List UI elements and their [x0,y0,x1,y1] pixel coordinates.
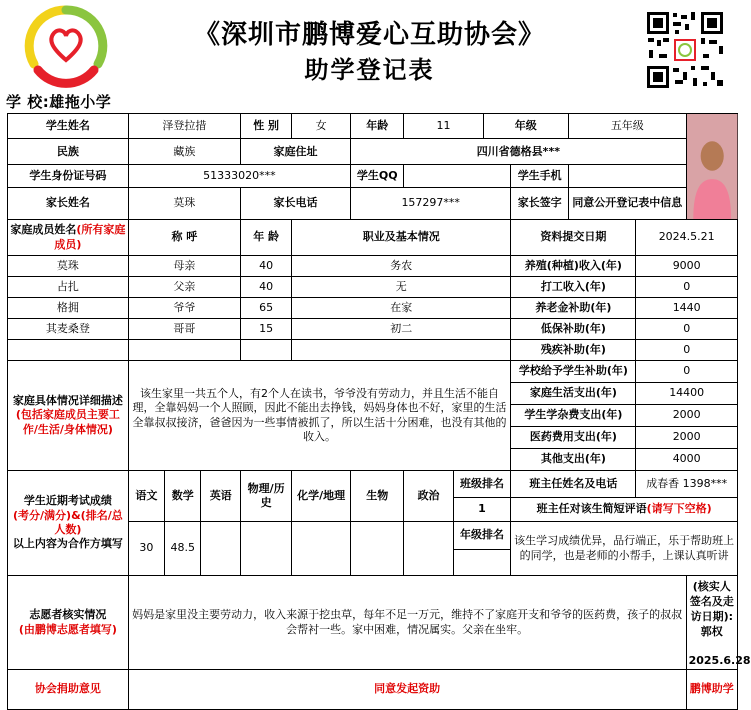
member-age [240,340,291,361]
finance-label: 养老金补助(年) [511,298,636,319]
student-name: 泽登拉措 [128,114,240,139]
registration-form [7,113,751,710]
student-phone-label: 学生手机 [511,164,569,187]
member-age: 15 [240,319,291,340]
score-value [201,522,241,576]
finance-label: 残疾补助(年) [511,340,636,361]
student-id: 51333020*** [128,164,350,187]
qr-code-icon [645,10,725,90]
parent-phone-label: 家长电话 [240,188,350,220]
grade-label: 年级 [483,114,568,139]
student-photo [686,114,737,220]
members-name-header: 家庭成员姓名(所有家庭成员) [8,220,129,256]
parent-sign-label: 家长签字 [511,188,569,220]
finance-label: 家庭生活支出(年) [511,383,636,405]
teacher-label: 班主任姓名及电话 [511,471,636,498]
member-relation: 父亲 [128,277,240,298]
age-label: 年龄 [351,114,404,139]
score-value: 30 [128,522,164,576]
member-age: 40 [240,256,291,277]
score-value: 48.5 [165,522,201,576]
finance-value: 0 [636,277,738,298]
student-name-label: 学生姓名 [8,114,129,139]
donation-opinion-label: 协会捐助意见 [8,670,129,710]
qq [404,164,511,187]
finance-value: 0 [636,340,738,361]
subject-header: 生物 [351,471,404,522]
finance-label: 打工收入(年) [511,277,636,298]
gender: 女 [292,114,351,139]
score-value [240,522,291,576]
ethnicity-label: 民族 [8,139,129,164]
qq-label: 学生QQ [351,164,404,187]
family-detail-label: 家庭具体情况详细描述(包括家庭成员主要工作/生活/身体情况) [8,361,129,471]
member-job [292,340,511,361]
ethnicity: 藏族 [128,139,240,164]
finance-value: 14400 [636,383,738,405]
subject-header: 语文 [128,471,164,522]
class-rank: 1 [453,498,511,522]
member-job: 初二 [292,319,511,340]
teacher-info: 成春香 1398*** [636,471,738,498]
member-name: 格拥 [8,298,129,319]
member-job: 务农 [292,256,511,277]
parent-sign: 同意公开登记表中信息 [569,188,687,220]
score-value [351,522,404,576]
member-job: 无 [292,277,511,298]
finance-label: 学生学杂费支出(年) [511,405,636,427]
member-relation: 母亲 [128,256,240,277]
finance-value: 2000 [636,405,738,427]
member-name [8,340,129,361]
submit-date: 2024.5.21 [636,220,738,256]
finance-label: 低保补助(年) [511,319,636,340]
members-age-header: 年 龄 [240,220,291,256]
student-phone [569,164,687,187]
score-value [292,522,351,576]
score-value [404,522,453,576]
page-subtitle: 助学登记表 [304,55,435,84]
finance-value: 1440 [636,298,738,319]
member-name: 占扎 [8,277,129,298]
finance-label: 学校给予学生补助(年) [511,361,636,383]
scores-label: 学生近期考试成绩 (考分/满分)&(排名/总人数) 以上内容为合作方填写 [8,471,129,576]
grade-rank [453,550,511,576]
address-label: 家庭住址 [240,139,350,164]
page-title: 《深圳市鹏博爱心互助协会》 [193,20,545,50]
finance-value: 0 [636,319,738,340]
subject-header: 政治 [404,471,453,522]
members-relation-header: 称 呼 [128,220,240,256]
donation-opinion: 同意发起资助 [128,670,686,710]
finance-value: 4000 [636,449,738,471]
volunteer-signer: (核实人签名及走访日期): 郭权 2025.6.28 [686,576,737,670]
volunteer-text: 妈妈是家里没主要劳动力，收入来源于挖虫草，每年不足一万元，维持不了家庭开支和爷爷的医药费，孩子的叔叔会帮衬一些。家中困难，情况属实。父亲在坐牢。 [128,576,686,670]
members-job-header: 职业及基本情况 [292,220,511,256]
finance-value: 0 [636,361,738,383]
header [0,0,739,92]
volunteer-label: 志愿者核实情况 (由鹏博志愿者填写) [8,576,129,670]
teacher-comment: 该生学习成绩优异，品行端正，乐于帮助班上的同学，也是老师的小帮手，上课认真听讲 [511,522,738,576]
member-name: 莫珠 [8,256,129,277]
address: 四川省德格县*** [351,139,687,164]
member-name: 其麦桑登 [8,319,129,340]
finance-value: 9000 [636,256,738,277]
student-id-label: 学生身份证号码 [8,164,129,187]
submit-date-label: 资料提交日期 [511,220,636,256]
finance-label: 其他支出(年) [511,449,636,471]
member-relation: 哥哥 [128,319,240,340]
grade: 五年级 [569,114,687,139]
finance-label: 医药费用支出(年) [511,427,636,449]
member-relation [128,340,240,361]
member-relation: 爷爷 [128,298,240,319]
parent-name-label: 家长姓名 [8,188,129,220]
family-detail-text: 该生家里一共五个人，有2个人在读书，爷爷没有劳动力，并且生活不能自理，全靠妈妈一个人照顾，因此不能出去挣钱，妈妈身体也不好，家里的生活全靠叔叔接济，爸爸因为一些事情被抓了，所以生活十分困难，也没有其他的收入。 [128,361,511,471]
member-job: 在家 [292,298,511,319]
subject-header: 物理/历史 [240,471,291,522]
member-age: 40 [240,277,291,298]
finance-value: 2000 [636,427,738,449]
member-age: 65 [240,298,291,319]
grade-rank-label: 年级排名 [453,522,511,550]
subject-header: 化学/地理 [292,471,351,522]
parent-phone: 157297*** [351,188,511,220]
class-rank-label: 班级排名 [453,471,511,498]
org-name: 鹏博助学 [686,670,737,710]
parent-name: 莫珠 [128,188,240,220]
student-photo-image [687,114,737,219]
teacher-comment-label: 班主任对该生简短评语(请写下空格) [511,498,738,522]
subject-header: 英语 [201,471,241,522]
gender-label: 性 别 [240,114,291,139]
school-label: 学 校:雄拖小学 [6,93,112,111]
finance-label: 养殖(种植)收入(年) [511,256,636,277]
age: 11 [404,114,483,139]
subject-header: 数学 [165,471,201,522]
